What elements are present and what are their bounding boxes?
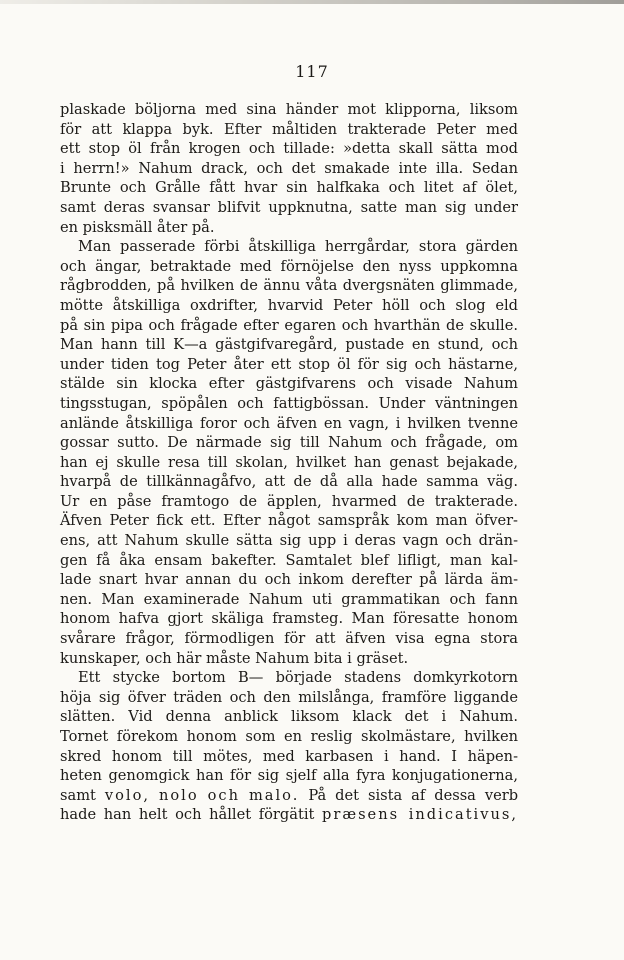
spaced-word: nolo [159, 786, 199, 804]
text-line: plaskade böljorna med sina händer mot klipporna, liksom [60, 101, 518, 118]
text-line: tingsstugan, spöpålen och fattigbössan. Under väntningen [60, 394, 518, 412]
text-line: ens, att Nahum skulle sätta sig upp i deras vagn och drän- [60, 532, 518, 550]
text-line: en pisksmäll åter på. [60, 218, 215, 236]
spaced-word: malo. [248, 786, 300, 804]
text-line-with-spaced-words [60, 805, 518, 825]
paragraph-start-line: Ett stycke bortom B— började stadens domkyrkotorn [78, 669, 518, 687]
text-line: han ej skulle resa till skolan, hvilket han genast bejakade, [60, 453, 518, 471]
text-line: på sin pipa och frågade efter egaren och hvarthän de skulle. [60, 316, 518, 334]
text-line: Ur en påse framtogo de äpplen, hvarmed de trakterade. [60, 492, 518, 510]
text-line: för att klappa byk. Efter måltiden trakterade Peter med [60, 120, 518, 138]
page-top-edge [0, 0, 624, 4]
paragraph-start-line: Man passerade förbi åtskilliga herrgårdar, stora gärden [78, 238, 518, 256]
text-segment: På det sista af dessa verb [308, 786, 519, 804]
text-segment: hade han helt och hållet förgätit [60, 806, 315, 824]
body-text [60, 100, 518, 825]
text-line: rågbrodden, på hvilken de ännu våta dvergsnäten glimmade, [60, 277, 518, 295]
text-line: Brunte och Grålle fått hvar sin halfkaka och litet af ölet, [60, 179, 518, 197]
spaced-word: volo, [104, 786, 151, 804]
text-line: stälde sin klocka efter gästgifvarens och visade Nahum [60, 375, 518, 393]
text-line: i herrn!» Nahum drack, och det smakade inte illa. Sedan [60, 159, 518, 177]
text-line: nen. Man examinerade Nahum uti grammatikan och fann [60, 590, 518, 608]
page-number: 117 [295, 62, 329, 81]
text-line: svårare frågor, förmodligen för att äfven visa egna stora [60, 630, 518, 648]
text-line: mötte åtskilliga oxdrifter, hvarvid Peter höll och slog eld [60, 296, 518, 314]
text-line: höja sig öfver träden och den milslånga, framföre liggande [60, 688, 518, 706]
text-line: Tornet förekom honom som en reslig skolmästare, hvilken [60, 728, 518, 745]
spaced-phrase: præsens indicativus, [322, 806, 518, 824]
spaced-word: och [207, 786, 240, 804]
text-line: under tiden tog Peter åter ett stop öl för sig och hästarne, [60, 355, 518, 373]
text-segment: samt [60, 786, 96, 804]
text-line: Äfven Peter fick ett. Efter något samspråk kom man öfver- [60, 512, 518, 530]
text-line: anlände åtskilliga foror och äfven en vagn, i hvilken tvenne [60, 414, 518, 432]
text-line: kunskaper, och här måste Nahum bita i gräset. [60, 649, 409, 667]
text-line: lade snart hvar annan du och inkom derefter på lärda äm- [60, 571, 518, 589]
text-line: gen få åka ensam bakefter. Samtalet blef lifligt, man kal- [60, 551, 518, 569]
text-line-with-spaced-words [60, 786, 518, 806]
text-line: Man hann till K—a gästgifvaregård, pustade en stund, och [60, 336, 518, 354]
text-line: honom hafva gjort skäliga framsteg. Man föresatte honom [60, 610, 518, 628]
text-line: samt deras svansar blifvit uppknutna, satte man sig under [60, 198, 518, 216]
text-line: slätten. Vid denna anblick liksom klack det i Nahum. [60, 708, 518, 726]
text-line: gossar sutto. De närmade sig till Nahum och frågade, om [60, 434, 518, 452]
text-line: skred honom till mötes, med karbasen i hand. I häpen- [60, 747, 518, 765]
text-line: heten genomgick han för sig sjelf alla fyra konjugationerna, [60, 767, 518, 785]
text-line: och ängar, betraktade med förnöjelse den nyss uppkomna [60, 257, 518, 275]
text-line: hvarpå de tillkännagåfvo, att de då alla hade samma väg. [60, 473, 518, 491]
text-line: ett stop öl från krogen och tillade: »detta skall sätta mod [60, 140, 518, 158]
